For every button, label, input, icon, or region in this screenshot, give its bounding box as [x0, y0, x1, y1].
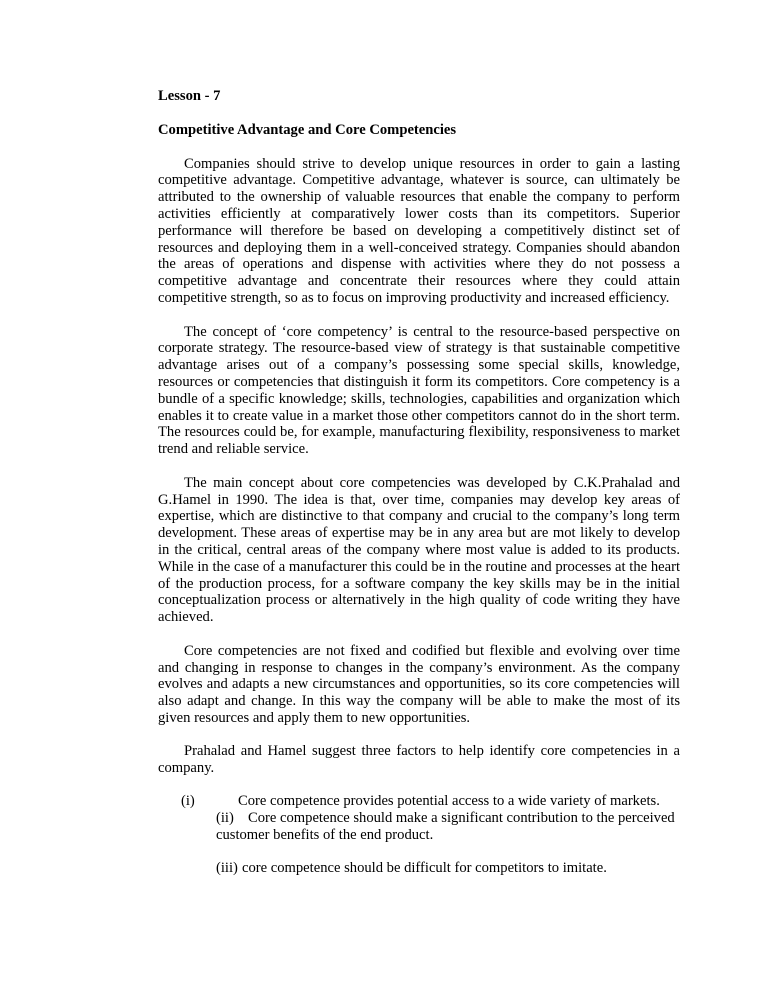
paragraph: Core competencies are not fixed and codified but flexible and evolving over time and changing in response to changes in the company’s environment. As the company evolves and adapts a new circumstances and opportunities, so its core competencies will also adapt and change. In this way the company will be able to make the most of its given resources and apply them to new opportunities. [158, 642, 680, 726]
paragraph: Prahalad and Hamel suggest three factors to help identify core competencies in a company. [158, 743, 680, 777]
lesson-label: Lesson - 7 [158, 88, 221, 104]
document-body [158, 88, 680, 877]
list-item [158, 810, 680, 844]
list-item-number: (iii) [216, 860, 238, 877]
list-item [158, 793, 680, 810]
list-item-number: (ii) [216, 810, 234, 827]
factor-list [158, 793, 680, 877]
list-item-text: Core competence provides potential access to a wide variety of markets. [238, 793, 660, 810]
document-title: Competitive Advantage and Core Competencies [158, 121, 457, 138]
list-item-text: core competence should be difficult for competitors to imitate. [242, 860, 607, 877]
paragraph: The main concept about core competencies was developed by C.K.Prahalad and G.Hamel in 1990. The idea is that, over time, companies may develop key areas of expertise, which are distinctive to that company and crucial to the company’s long term development. These areas of expertise may be in any area but are mot likely to develop in the critical, central areas of the company where most value is added to its products. While in the case of a manufacturer this could be in the routine and processes at the heart of the production process, for a software company the key skills may be in the initial conceptualization process or alternatively in the high quality of code writing they have achieved. [158, 474, 680, 626]
paragraph: The concept of ‘core competency’ is central to the resource-based perspective on corporate strategy. The resource-based view of strategy is that sustainable competitive advantage arises out of a company’s possessing some special skills, knowledge, resources or competencies that distinguish it form its competitors. Core competency is a bundle of a specific knowledge; skills, technologies, capabilities and organization which enables it to create value in a market those other competitors cannot do in the short term. The resources could be, for example, manufacturing flexibility, responsiveness to market trend and reliable service. [158, 323, 680, 458]
list-item [158, 860, 680, 877]
paragraph: Companies should strive to develop unique resources in order to gain a lasting competitive advantage. Competitive advantage, whatever is source, can ultimately be attributed to the ownership of valuable resources that enable the company to perform activities efficiently at comparatively lower costs than its competitors. Superior performance will therefore be based on developing a competitively distinct set of resources and deploying them in a well-conceived strategy. Companies should abandon the areas of operations and dispense with activities where they do not possess a competitive advantage and concentrate their resources where they could attain competitive strength, so as to focus on improving productivity and increased efficiency. [158, 155, 680, 306]
list-item-number: (i) [181, 793, 195, 810]
list-item-text: Core competence should make a significant contribution to the perceived customer benefits of the end product. [216, 810, 675, 843]
